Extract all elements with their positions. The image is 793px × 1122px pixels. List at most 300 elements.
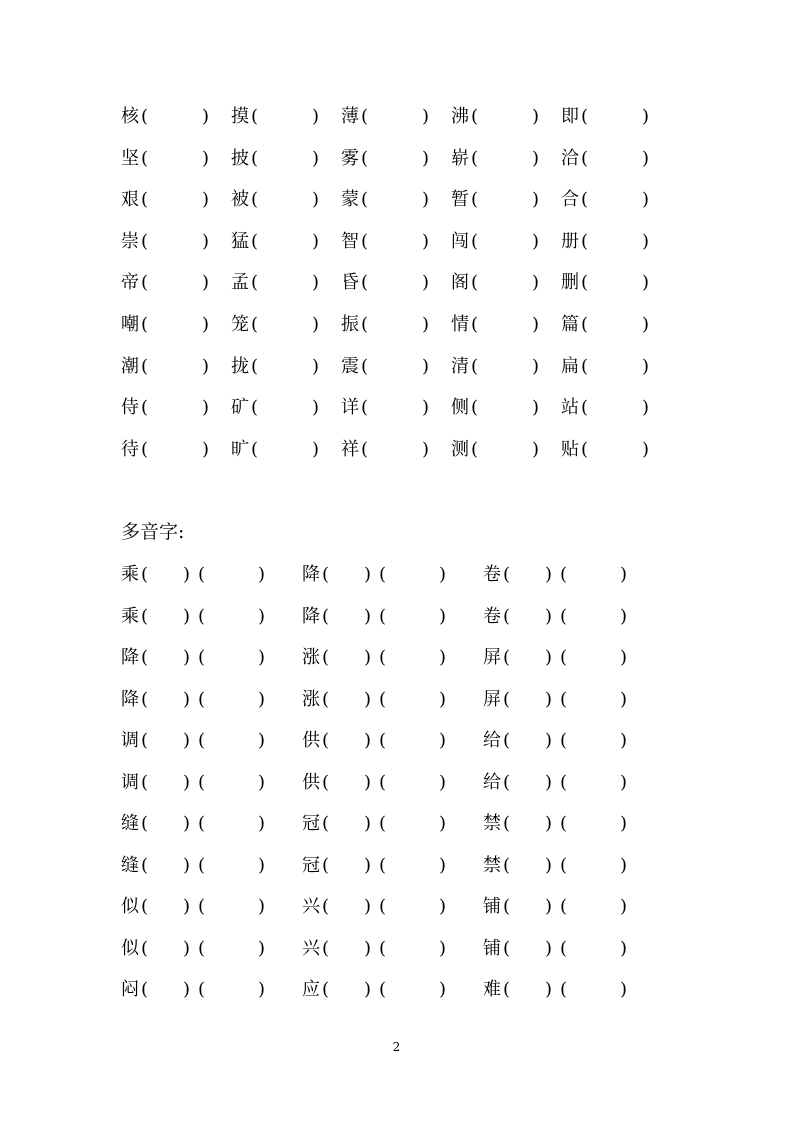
close-paren: ) — [202, 272, 210, 294]
character: 被 — [231, 189, 249, 211]
character: 笼 — [231, 313, 249, 335]
open-paren: ( — [581, 147, 589, 169]
open-paren: ( — [198, 937, 206, 959]
close-paren: ) — [642, 313, 650, 335]
close-paren: ) — [364, 771, 372, 793]
close-paren: ) — [202, 355, 210, 377]
char-blank-item — [451, 185, 561, 215]
character: 阁 — [451, 272, 469, 294]
close-paren: ) — [258, 688, 266, 710]
open-paren: ( — [560, 896, 568, 917]
open-paren: ( — [141, 313, 149, 335]
close-paren: ) — [202, 313, 210, 335]
open-paren: ( — [322, 647, 330, 668]
polyphonic-blank-item — [121, 768, 301, 798]
close-paren: ) — [532, 147, 540, 169]
char-blank-item — [341, 393, 451, 423]
char-blank-item — [561, 435, 671, 465]
char-blank-item — [561, 268, 671, 298]
open-paren: ( — [141, 564, 149, 585]
close-paren: ) — [364, 605, 372, 627]
character: 缝 — [121, 854, 139, 876]
character: 应 — [302, 979, 320, 1000]
character: 合 — [561, 189, 579, 211]
close-paren: ) — [642, 230, 650, 252]
close-paren: ) — [258, 854, 266, 876]
polyphonic-blank-item — [121, 685, 301, 715]
open-paren: ( — [471, 313, 479, 335]
char-blank-item — [121, 268, 231, 298]
character: 测 — [451, 438, 469, 460]
char-blank-item — [231, 435, 341, 465]
polyphonic-blank-item — [121, 934, 301, 964]
close-paren: ) — [545, 730, 553, 751]
open-paren: ( — [141, 896, 149, 917]
char-blank-item — [231, 310, 341, 340]
open-paren: ( — [379, 854, 387, 876]
polyphonic-blank-item — [121, 851, 301, 881]
close-paren: ) — [364, 564, 372, 585]
open-paren: ( — [379, 605, 387, 627]
open-paren: ( — [581, 272, 589, 294]
character: 缝 — [121, 813, 139, 834]
polyphonic-blank-item — [302, 809, 482, 839]
character: 屏 — [483, 647, 501, 668]
open-paren: ( — [198, 896, 206, 917]
character: 闯 — [451, 230, 469, 252]
open-paren: ( — [141, 854, 149, 876]
open-paren: ( — [503, 979, 511, 1000]
char-blank-item — [561, 310, 671, 340]
close-paren: ) — [202, 438, 210, 460]
open-paren: ( — [141, 189, 149, 211]
open-paren: ( — [581, 397, 589, 419]
open-paren: ( — [379, 979, 387, 1000]
close-paren: ) — [642, 397, 650, 419]
close-paren: ) — [620, 896, 628, 917]
open-paren: ( — [503, 564, 511, 585]
close-paren: ) — [183, 813, 191, 834]
open-paren: ( — [560, 937, 568, 959]
open-paren: ( — [361, 313, 369, 335]
character: 删 — [561, 272, 579, 294]
character: 涨 — [302, 647, 320, 668]
open-paren: ( — [322, 937, 330, 959]
close-paren: ) — [545, 896, 553, 917]
close-paren: ) — [183, 771, 191, 793]
polyphonic-blank-item — [483, 560, 663, 590]
char-blank-item — [121, 393, 231, 423]
char-blank-item — [341, 268, 451, 298]
open-paren: ( — [581, 313, 589, 335]
polyphonic-blank-item — [483, 975, 663, 1005]
polyphonic-blank-item — [121, 560, 301, 590]
char-blank-item — [561, 144, 671, 174]
polyphonic-blank-item — [302, 768, 482, 798]
close-paren: ) — [258, 730, 266, 751]
close-paren: ) — [312, 106, 320, 127]
polyphonic-blank-item — [302, 892, 482, 922]
close-paren: ) — [202, 397, 210, 419]
close-paren: ) — [312, 189, 320, 211]
character: 嘲 — [121, 313, 139, 335]
close-paren: ) — [183, 564, 191, 585]
polyphonic-blank-item — [483, 685, 663, 715]
close-paren: ) — [439, 730, 447, 751]
open-paren: ( — [251, 397, 259, 419]
character: 贴 — [561, 438, 579, 460]
close-paren: ) — [258, 605, 266, 627]
open-paren: ( — [560, 979, 568, 1000]
close-paren: ) — [532, 189, 540, 211]
character: 摸 — [231, 106, 249, 127]
close-paren: ) — [642, 147, 650, 169]
close-paren: ) — [422, 189, 430, 211]
close-paren: ) — [183, 688, 191, 710]
polyphonic-blank-item — [483, 892, 663, 922]
polyphonic-blank-item — [483, 643, 663, 673]
close-paren: ) — [183, 854, 191, 876]
close-paren: ) — [642, 438, 650, 460]
char-blank-item — [451, 144, 561, 174]
close-paren: ) — [202, 189, 210, 211]
character: 铺 — [483, 937, 501, 959]
char-blank-item — [341, 310, 451, 340]
open-paren: ( — [141, 438, 149, 460]
close-paren: ) — [545, 854, 553, 876]
close-paren: ) — [183, 605, 191, 627]
character: 禁 — [483, 813, 501, 834]
close-paren: ) — [439, 937, 447, 959]
open-paren: ( — [322, 896, 330, 917]
polyphonic-blank-item — [483, 809, 663, 839]
open-paren: ( — [471, 355, 479, 377]
open-paren: ( — [379, 813, 387, 834]
open-paren: ( — [322, 979, 330, 1000]
character: 降 — [302, 605, 320, 627]
close-paren: ) — [545, 647, 553, 668]
character: 清 — [451, 355, 469, 377]
close-paren: ) — [439, 605, 447, 627]
char-blank-item — [451, 227, 561, 257]
character: 沸 — [451, 106, 469, 127]
open-paren: ( — [198, 605, 206, 627]
close-paren: ) — [545, 564, 553, 585]
open-paren: ( — [322, 730, 330, 751]
open-paren: ( — [361, 189, 369, 211]
char-blank-item — [341, 144, 451, 174]
close-paren: ) — [364, 979, 372, 1000]
close-paren: ) — [642, 272, 650, 294]
close-paren: ) — [312, 313, 320, 335]
close-paren: ) — [642, 106, 650, 127]
open-paren: ( — [141, 771, 149, 793]
character: 册 — [561, 230, 579, 252]
open-paren: ( — [503, 896, 511, 917]
close-paren: ) — [545, 688, 553, 710]
char-blank-item — [121, 310, 231, 340]
polyphonic-blank-item — [302, 685, 482, 715]
open-paren: ( — [379, 896, 387, 917]
open-paren: ( — [198, 730, 206, 751]
close-paren: ) — [545, 605, 553, 627]
char-blank-item — [341, 102, 451, 132]
open-paren: ( — [198, 564, 206, 585]
open-paren: ( — [471, 106, 479, 127]
close-paren: ) — [620, 771, 628, 793]
close-paren: ) — [642, 189, 650, 211]
close-paren: ) — [439, 688, 447, 710]
open-paren: ( — [361, 147, 369, 169]
character: 猛 — [231, 230, 249, 252]
close-paren: ) — [258, 647, 266, 668]
character: 崭 — [451, 147, 469, 169]
character: 崇 — [121, 230, 139, 252]
char-blank-item — [231, 102, 341, 132]
char-blank-item — [231, 144, 341, 174]
open-paren: ( — [141, 106, 149, 127]
close-paren: ) — [532, 397, 540, 419]
char-blank-item — [561, 185, 671, 215]
char-blank-item — [121, 227, 231, 257]
character: 禁 — [483, 854, 501, 876]
close-paren: ) — [620, 937, 628, 959]
close-paren: ) — [422, 272, 430, 294]
close-paren: ) — [532, 106, 540, 127]
open-paren: ( — [471, 189, 479, 211]
character: 兴 — [302, 896, 320, 917]
open-paren: ( — [503, 647, 511, 668]
open-paren: ( — [251, 438, 259, 460]
character: 似 — [121, 937, 139, 959]
char-blank-item — [231, 393, 341, 423]
close-paren: ) — [258, 564, 266, 585]
open-paren: ( — [503, 813, 511, 834]
close-paren: ) — [439, 771, 447, 793]
open-paren: ( — [322, 854, 330, 876]
open-paren: ( — [503, 605, 511, 627]
close-paren: ) — [183, 979, 191, 1000]
close-paren: ) — [532, 355, 540, 377]
character: 屏 — [483, 688, 501, 710]
open-paren: ( — [581, 438, 589, 460]
close-paren: ) — [439, 813, 447, 834]
open-paren: ( — [198, 854, 206, 876]
char-blank-item — [231, 352, 341, 382]
character: 篇 — [561, 313, 579, 335]
close-paren: ) — [183, 937, 191, 959]
open-paren: ( — [361, 230, 369, 252]
character: 震 — [341, 355, 359, 377]
open-paren: ( — [251, 355, 259, 377]
close-paren: ) — [620, 813, 628, 834]
open-paren: ( — [141, 605, 149, 627]
character: 涨 — [302, 688, 320, 710]
open-paren: ( — [361, 397, 369, 419]
close-paren: ) — [202, 147, 210, 169]
open-paren: ( — [471, 438, 479, 460]
open-paren: ( — [379, 688, 387, 710]
char-blank-item — [121, 102, 231, 132]
char-blank-item — [561, 227, 671, 257]
character: 调 — [121, 771, 139, 793]
open-paren: ( — [503, 730, 511, 751]
char-blank-item — [341, 185, 451, 215]
close-paren: ) — [545, 813, 553, 834]
close-paren: ) — [422, 397, 430, 419]
close-paren: ) — [422, 438, 430, 460]
close-paren: ) — [532, 230, 540, 252]
open-paren: ( — [581, 106, 589, 127]
open-paren: ( — [322, 564, 330, 585]
open-paren: ( — [322, 771, 330, 793]
polyphonic-blank-item — [483, 602, 663, 632]
close-paren: ) — [620, 854, 628, 876]
character: 艰 — [121, 189, 139, 211]
char-blank-item — [451, 102, 561, 132]
open-paren: ( — [581, 189, 589, 211]
open-paren: ( — [560, 688, 568, 710]
close-paren: ) — [183, 647, 191, 668]
close-paren: ) — [422, 230, 430, 252]
close-paren: ) — [364, 854, 372, 876]
open-paren: ( — [141, 813, 149, 834]
polyphonic-blank-item — [302, 643, 482, 673]
character: 拢 — [231, 355, 249, 377]
char-blank-item — [451, 435, 561, 465]
open-paren: ( — [251, 313, 259, 335]
character: 雾 — [341, 147, 359, 169]
character: 冠 — [302, 854, 320, 876]
open-paren: ( — [251, 189, 259, 211]
char-blank-item — [451, 268, 561, 298]
polyphonic-blank-item — [483, 934, 663, 964]
character: 帝 — [121, 272, 139, 294]
character: 降 — [121, 688, 139, 710]
open-paren: ( — [560, 730, 568, 751]
open-paren: ( — [379, 771, 387, 793]
open-paren: ( — [141, 397, 149, 419]
char-blank-item — [121, 435, 231, 465]
open-paren: ( — [251, 272, 259, 294]
open-paren: ( — [141, 688, 149, 710]
character: 给 — [483, 771, 501, 793]
character: 难 — [483, 979, 501, 1000]
open-paren: ( — [379, 937, 387, 959]
open-paren: ( — [198, 771, 206, 793]
char-blank-item — [341, 352, 451, 382]
character: 矿 — [231, 397, 249, 419]
character: 坚 — [121, 147, 139, 169]
close-paren: ) — [312, 355, 320, 377]
open-paren: ( — [361, 106, 369, 127]
open-paren: ( — [361, 438, 369, 460]
close-paren: ) — [364, 937, 372, 959]
open-paren: ( — [560, 854, 568, 876]
close-paren: ) — [258, 979, 266, 1000]
open-paren: ( — [141, 272, 149, 294]
open-paren: ( — [581, 355, 589, 377]
char-blank-item — [231, 268, 341, 298]
open-paren: ( — [141, 230, 149, 252]
open-paren: ( — [560, 647, 568, 668]
open-paren: ( — [322, 605, 330, 627]
character: 调 — [121, 730, 139, 751]
char-blank-item — [561, 393, 671, 423]
page-number: 2 — [392, 1040, 401, 1054]
polyphonic-blank-item — [483, 726, 663, 756]
character: 昏 — [341, 272, 359, 294]
open-paren: ( — [251, 106, 259, 127]
close-paren: ) — [202, 230, 210, 252]
open-paren: ( — [322, 813, 330, 834]
open-paren: ( — [141, 979, 149, 1000]
character: 孟 — [231, 272, 249, 294]
close-paren: ) — [642, 355, 650, 377]
character: 侧 — [451, 397, 469, 419]
polyphonic-blank-item — [302, 726, 482, 756]
character: 洽 — [561, 147, 579, 169]
character: 旷 — [231, 438, 249, 460]
character: 振 — [341, 313, 359, 335]
character: 情 — [451, 313, 469, 335]
close-paren: ) — [312, 397, 320, 419]
polyphonic-blank-item — [483, 768, 663, 798]
character: 扁 — [561, 355, 579, 377]
character: 暂 — [451, 189, 469, 211]
character: 智 — [341, 230, 359, 252]
close-paren: ) — [532, 313, 540, 335]
open-paren: ( — [560, 813, 568, 834]
close-paren: ) — [532, 272, 540, 294]
open-paren: ( — [560, 771, 568, 793]
close-paren: ) — [620, 688, 628, 710]
polyphonic-blank-item — [121, 726, 301, 756]
open-paren: ( — [361, 355, 369, 377]
polyphonic-blank-item — [121, 809, 301, 839]
close-paren: ) — [183, 730, 191, 751]
polyphonic-blank-item — [302, 602, 482, 632]
char-blank-item — [451, 352, 561, 382]
character: 给 — [483, 730, 501, 751]
character: 乘 — [121, 605, 139, 627]
polyphonic-blank-item — [121, 602, 301, 632]
close-paren: ) — [545, 937, 553, 959]
open-paren: ( — [141, 355, 149, 377]
close-paren: ) — [312, 147, 320, 169]
open-paren: ( — [379, 564, 387, 585]
character: 蒙 — [341, 189, 359, 211]
character: 核 — [121, 106, 139, 127]
open-paren: ( — [141, 147, 149, 169]
close-paren: ) — [364, 647, 372, 668]
close-paren: ) — [364, 813, 372, 834]
close-paren: ) — [422, 106, 430, 127]
character: 兴 — [302, 937, 320, 959]
open-paren: ( — [198, 979, 206, 1000]
open-paren: ( — [503, 688, 511, 710]
character: 潮 — [121, 355, 139, 377]
close-paren: ) — [364, 896, 372, 917]
character: 薄 — [341, 106, 359, 127]
char-blank-item — [121, 144, 231, 174]
open-paren: ( — [503, 937, 511, 959]
character: 供 — [302, 771, 320, 793]
polyphonic-blank-item — [302, 851, 482, 881]
close-paren: ) — [422, 355, 430, 377]
polyphonic-blank-item — [302, 560, 482, 590]
open-paren: ( — [503, 854, 511, 876]
